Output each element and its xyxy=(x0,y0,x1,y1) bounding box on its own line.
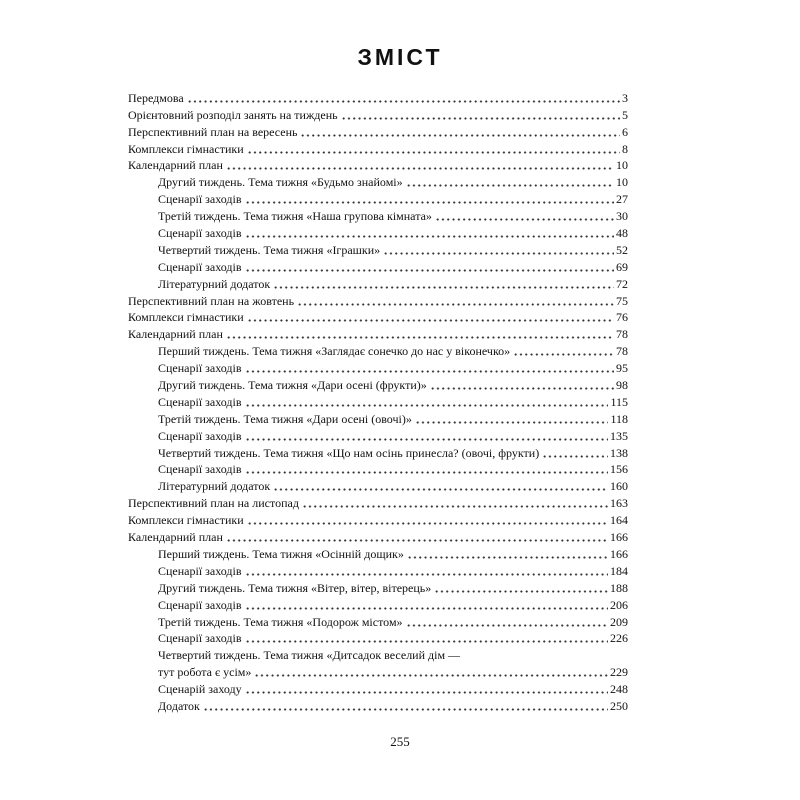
toc-entry-label: Сценарії заходів xyxy=(158,192,242,207)
dot-leader xyxy=(245,201,614,204)
dot-leader xyxy=(247,522,608,525)
toc-entry xyxy=(128,189,628,206)
toc-entry-label: Комплекси гімнастики xyxy=(128,513,244,528)
toc-entry-label: Комплекси гімнастики xyxy=(128,141,244,156)
toc-entry-label: Сценарії заходів xyxy=(158,462,242,477)
dot-leader xyxy=(302,505,608,508)
toc-entry-page: 135 xyxy=(610,428,628,443)
toc-entry-label: Передмова xyxy=(128,90,184,105)
dot-leader xyxy=(203,708,608,711)
toc-entry-page: 3 xyxy=(622,90,628,105)
toc-entry-page: 27 xyxy=(616,192,628,207)
toc-entry xyxy=(128,240,628,257)
toc-entry-label: Орієнтовний розподіл занять на тиждень xyxy=(128,107,338,122)
toc-entry-page: 160 xyxy=(610,479,628,494)
toc-entry-page: 138 xyxy=(610,445,628,460)
toc-entry-label: Четвертий тиждень. Тема тижня «Іграшки» xyxy=(158,242,381,257)
dot-leader xyxy=(406,184,614,187)
toc-entry xyxy=(128,88,628,105)
dot-leader xyxy=(247,319,614,322)
dot-leader xyxy=(273,286,614,289)
toc-entry xyxy=(128,527,628,544)
dot-leader xyxy=(254,674,608,677)
dot-leader xyxy=(187,100,620,103)
toc-entry xyxy=(128,223,628,240)
toc-entry xyxy=(128,156,628,173)
toc-entry-page: 72 xyxy=(616,276,628,291)
toc-entry-label: Четвертий тиждень. Тема тижня «Що нам осінь принесла? (овочі, фрукти) xyxy=(158,445,540,460)
toc-entry-page: 206 xyxy=(610,597,628,612)
toc-entry-label: Сценарії заходів xyxy=(158,394,242,409)
toc-entry xyxy=(128,595,628,612)
toc-entry-label: Сценарій заходу xyxy=(158,682,242,697)
toc-entry-page: 10 xyxy=(616,158,628,173)
dot-leader xyxy=(300,134,620,137)
toc-entry xyxy=(128,291,628,308)
toc-entry xyxy=(128,308,628,325)
toc-entry-page: 76 xyxy=(616,310,628,325)
dot-leader xyxy=(430,387,614,390)
toc-entry-label: Перспективний план на вересень xyxy=(128,124,298,139)
toc-entry-page: 156 xyxy=(610,462,628,477)
dot-leader xyxy=(245,235,614,238)
toc-entry xyxy=(128,375,628,392)
toc-entry xyxy=(128,561,628,578)
dot-leader xyxy=(245,573,608,576)
toc-entry xyxy=(128,510,628,527)
toc-entry-label: Другий тиждень. Тема тижня «Вітер, вітер, вітерець» xyxy=(158,580,432,595)
toc-entry-page: 10 xyxy=(616,175,628,190)
dot-leader xyxy=(435,218,614,221)
dot-leader xyxy=(341,117,620,120)
toc-entry xyxy=(128,341,628,358)
dot-leader xyxy=(542,455,608,458)
toc-entry-label: Перспективний план на жовтень xyxy=(128,293,295,308)
toc-entry-label: Літературний додаток xyxy=(158,479,271,494)
toc-entry xyxy=(128,460,628,477)
dot-leader xyxy=(226,539,608,542)
toc-entry-page: 118 xyxy=(610,411,628,426)
toc-entry-page: 78 xyxy=(616,327,628,342)
toc-entry-page: 69 xyxy=(616,259,628,274)
dot-leader xyxy=(406,624,608,627)
dot-leader xyxy=(415,421,609,424)
toc-entry-page: 5 xyxy=(622,107,628,122)
toc-entry-label: Сценарії заходів xyxy=(158,259,242,274)
toc-entry xyxy=(128,679,628,696)
toc-entry-label: Літературний додаток xyxy=(158,276,271,291)
dot-leader xyxy=(383,252,614,255)
toc-entry-label: Третій тиждень. Тема тижня «Наша групова кімната» xyxy=(158,209,432,224)
toc-entry xyxy=(128,426,628,443)
toc-entry-page: 30 xyxy=(616,209,628,224)
dot-leader xyxy=(245,370,614,373)
toc-entry xyxy=(128,493,628,510)
dot-leader xyxy=(407,556,608,559)
toc-entry xyxy=(128,172,628,189)
toc-entry xyxy=(128,206,628,223)
toc-entry xyxy=(128,409,628,426)
toc-entry-label: Другий тиждень. Тема тижня «Дари осені (фрукти)» xyxy=(158,378,427,393)
dot-leader xyxy=(245,471,608,474)
toc-entry-label: Третій тиждень. Тема тижня «Подорож містом» xyxy=(158,614,403,629)
toc-entry-page: 115 xyxy=(610,394,628,409)
dot-leader xyxy=(273,488,608,491)
toc-entry-page: 248 xyxy=(610,682,628,697)
toc-entry-page: 95 xyxy=(616,361,628,376)
toc-entry-label: тут робота є усім» xyxy=(158,665,252,680)
toc-entry-label: Комплекси гімнастики xyxy=(128,310,244,325)
toc-entry-page: 52 xyxy=(616,242,628,257)
toc-entry xyxy=(128,122,628,139)
toc-entry xyxy=(128,645,628,662)
toc-entry-page: 75 xyxy=(616,293,628,308)
toc-entry-page: 166 xyxy=(610,530,628,545)
dot-leader xyxy=(245,404,609,407)
toc-entry xyxy=(128,578,628,595)
page-number: 255 xyxy=(390,734,410,749)
toc-entry-label: Сценарії заходів xyxy=(158,361,242,376)
toc-entry-label: Додаток xyxy=(158,698,200,713)
toc-entry-page: 78 xyxy=(616,344,628,359)
toc-entry-page: 184 xyxy=(610,563,628,578)
toc-entry-page: 164 xyxy=(610,513,628,528)
dot-leader xyxy=(434,590,608,593)
toc-entry xyxy=(128,612,628,629)
toc-entry-label: Перший тиждень. Тема тижня «Заглядає сонечко до нас у віконечко» xyxy=(158,344,511,359)
toc-entry xyxy=(128,696,628,713)
toc-entry-label: Перший тиждень. Тема тижня «Осінній дощик» xyxy=(158,546,404,561)
toc-entry-page: 209 xyxy=(610,614,628,629)
dot-leader xyxy=(245,438,608,441)
toc-entry xyxy=(128,257,628,274)
toc-entry xyxy=(128,139,628,156)
toc-entry xyxy=(128,443,628,460)
toc-entry-label: Сценарії заходів xyxy=(158,563,242,578)
toc-entry xyxy=(128,274,628,291)
toc-entry-label: Календарний план xyxy=(128,530,223,545)
toc-entry-page: 48 xyxy=(616,226,628,241)
dot-leader xyxy=(247,151,620,154)
toc-entry xyxy=(128,392,628,409)
toc-entry-label: Сценарії заходів xyxy=(158,597,242,612)
dot-leader xyxy=(226,336,614,339)
toc-entry-page: 166 xyxy=(610,546,628,561)
toc-entry-page: 98 xyxy=(616,378,628,393)
dot-leader xyxy=(245,640,608,643)
toc-entry-label: Календарний план xyxy=(128,158,223,173)
dot-leader xyxy=(245,269,614,272)
dot-leader xyxy=(226,167,614,170)
toc-entry xyxy=(128,358,628,375)
toc-entry-page: 188 xyxy=(610,580,628,595)
toc-entry-label: Сценарії заходів xyxy=(158,428,242,443)
dot-leader xyxy=(513,353,614,356)
toc-entry-page: 163 xyxy=(610,496,628,511)
toc-entry-page: 226 xyxy=(610,631,628,646)
toc-entry-page: 250 xyxy=(610,698,628,713)
toc-entry-label: Третій тиждень. Тема тижня «Дари осені (овочі)» xyxy=(158,411,412,426)
dot-leader xyxy=(245,607,608,610)
toc-entry xyxy=(128,476,628,493)
toc-entry-label: Другий тиждень. Тема тижня «Будьмо знайомі» xyxy=(158,175,403,190)
page-title: ЗМІСТ xyxy=(357,44,443,70)
toc-entry-label: Сценарії заходів xyxy=(158,631,242,646)
toc-entry xyxy=(128,662,628,679)
toc-entry-label: Четвертий тиждень. Тема тижня «Дитсадок веселий дім — xyxy=(158,648,461,663)
toc-entry-label: Перспективний план на листопад xyxy=(128,496,299,511)
dot-leader xyxy=(245,691,608,694)
toc-entry xyxy=(128,629,628,646)
toc-entry-label: Сценарії заходів xyxy=(158,226,242,241)
toc-entry-page: 6 xyxy=(622,124,628,139)
toc-entry xyxy=(128,105,628,122)
toc-list xyxy=(128,88,628,713)
toc-entry-page: 229 xyxy=(610,665,628,680)
toc-entry-page: 8 xyxy=(622,141,628,156)
toc-entry xyxy=(128,544,628,561)
toc-entry-label: Календарний план xyxy=(128,327,223,342)
dot-leader xyxy=(297,303,614,306)
toc-entry xyxy=(128,324,628,341)
